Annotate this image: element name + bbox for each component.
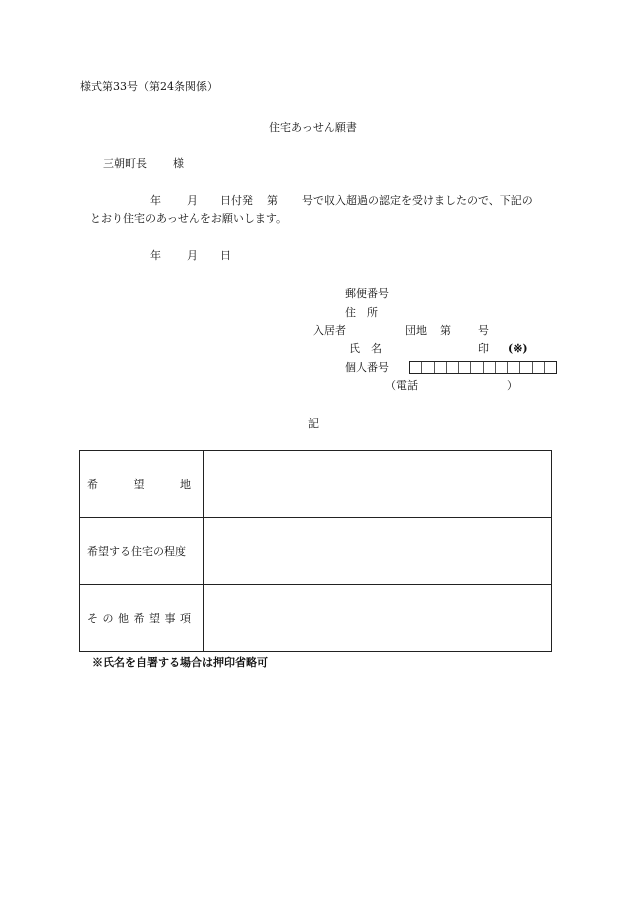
personal-number-boxes — [409, 361, 557, 374]
personal-number-cell — [435, 362, 447, 373]
other-requests-value — [204, 585, 552, 652]
personal-number-cell — [545, 362, 556, 373]
table-row — [80, 451, 552, 518]
label-char: 他 — [118, 612, 129, 625]
label-char: 項 — [180, 612, 191, 625]
request-table — [79, 450, 552, 652]
seal-label: 印 — [478, 342, 489, 355]
label-char: 望 — [133, 478, 145, 491]
desired-location-value — [204, 451, 552, 518]
personal-number-cell — [496, 362, 508, 373]
label-char: 事 — [164, 612, 176, 625]
table-row — [80, 518, 552, 585]
addressee-honorific: 様 — [173, 157, 184, 170]
label-char: 希 — [133, 612, 145, 625]
body-day-ref: 日付発 — [220, 194, 253, 207]
label-char: 希 — [87, 478, 98, 491]
label-char: そ — [87, 612, 98, 625]
addressee-name: 三朝町長 — [103, 157, 147, 170]
postal-code-label: 郵便番号 — [345, 287, 389, 300]
date-day: 日 — [220, 249, 231, 262]
body-no-prefix: 第 — [267, 194, 278, 207]
body-month: 月 — [187, 194, 198, 207]
personal-number-cell — [508, 362, 520, 373]
address-label: 住 所 — [345, 306, 378, 319]
personal-number-cell — [410, 362, 422, 373]
complex-label: 団地 — [405, 324, 427, 337]
personal-number-cell — [459, 362, 471, 373]
body-year: 年 — [150, 194, 161, 207]
label-char: 望 — [149, 612, 160, 625]
personal-number-label: 個人番号 — [345, 361, 389, 374]
seal-note: (※) — [508, 342, 528, 355]
desired-location-label — [80, 451, 204, 518]
body-text: 号で収入超過の認定を受けましたので、下記の — [302, 194, 533, 207]
phone-open: （電話 — [385, 379, 418, 392]
phone-close: ） — [507, 379, 518, 392]
ki-heading: 記 — [308, 417, 319, 430]
desired-housing-level-value — [204, 518, 552, 585]
other-requests-label — [80, 585, 204, 652]
personal-number-cell — [471, 362, 483, 373]
other-requests-label-text — [87, 610, 191, 626]
personal-number-cell — [422, 362, 434, 373]
label-char: の — [102, 612, 114, 625]
personal-number-cell — [533, 362, 545, 373]
personal-number-cell — [447, 362, 459, 373]
label-char: 地 — [180, 478, 191, 491]
personal-number-cell — [484, 362, 496, 373]
document-title: 住宅あっせん願書 — [269, 121, 357, 134]
name-label: 氏 名 — [349, 342, 382, 355]
complex-no-prefix: 第 — [440, 324, 451, 337]
personal-number-cell — [520, 362, 532, 373]
resident-label: 入居者 — [313, 324, 346, 337]
table-row — [80, 585, 552, 652]
date-year: 年 — [150, 249, 161, 262]
desired-location-label-text — [87, 476, 191, 492]
body-line2: とおり住宅のあっせんをお願いします。 — [90, 212, 288, 225]
date-month: 月 — [187, 249, 198, 262]
desired-housing-level-label: 希望する住宅の程度 — [80, 518, 204, 585]
form-number: 様式第33号（第24条関係） — [80, 80, 218, 93]
complex-no-suffix: 号 — [478, 324, 489, 337]
footnote: ※氏名を自署する場合は押印省略可 — [92, 656, 268, 669]
